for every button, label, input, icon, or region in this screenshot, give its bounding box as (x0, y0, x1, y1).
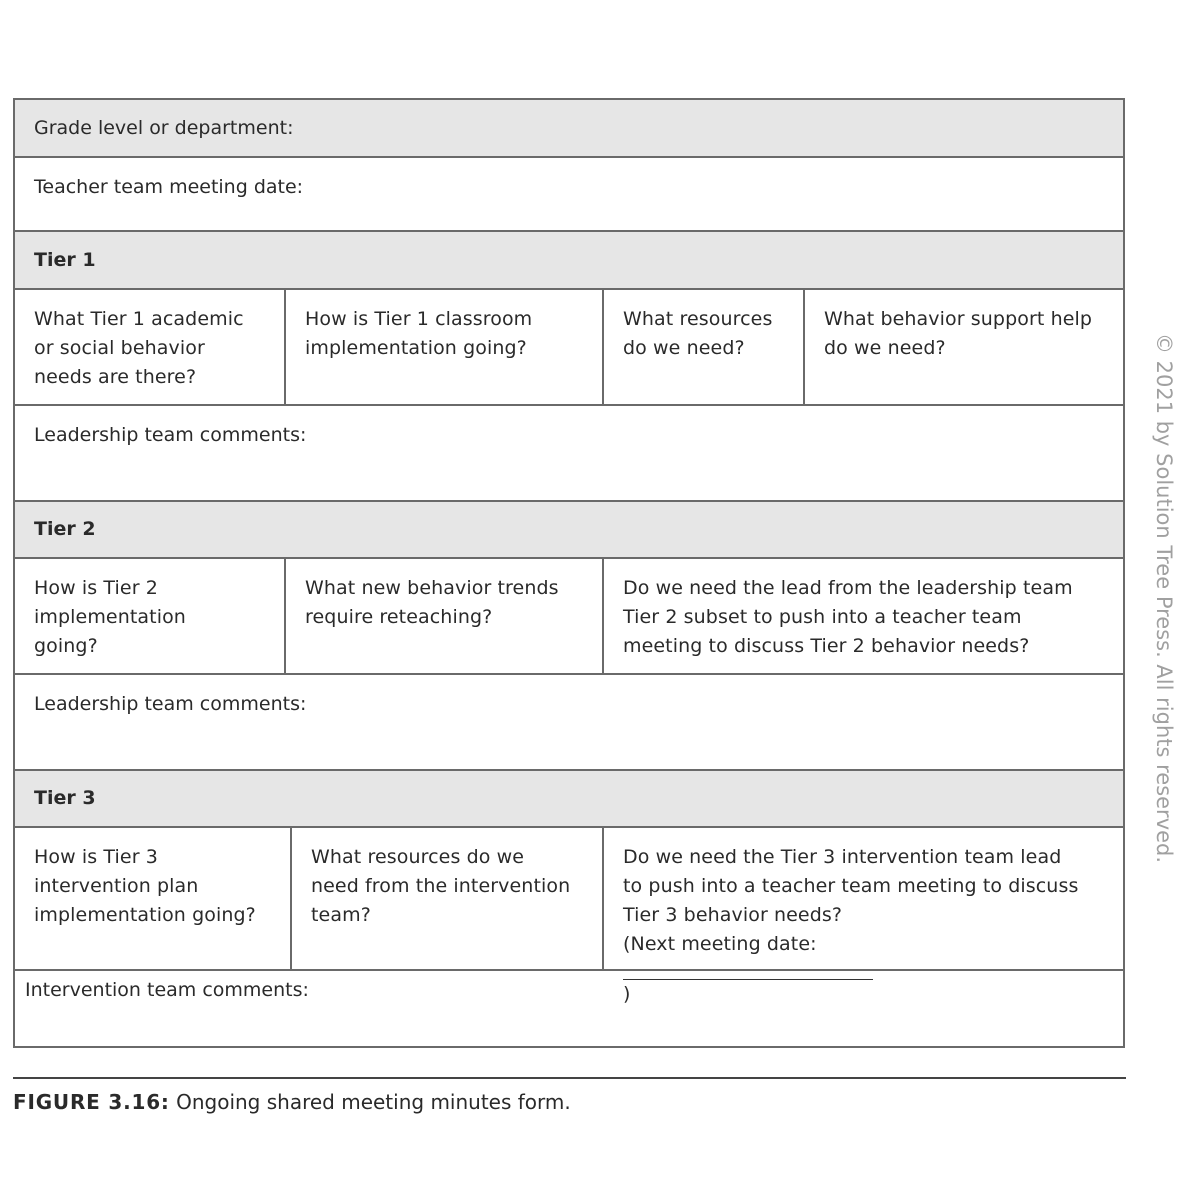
line: What behavior support help (824, 308, 1093, 330)
tier3-comments-label: Intervention team comments: (25, 979, 309, 1001)
meeting-minutes-form (13, 98, 1125, 1048)
tier1-question-needs (15, 290, 286, 404)
tier3-comments-row (15, 971, 1123, 1046)
copyright-notice: © 2021 by Solution Tree Press. All rights reserved. (1152, 332, 1176, 864)
tier1-comments-label: Leadership team comments: (34, 424, 307, 446)
tier1-heading-row (15, 232, 1123, 290)
tier2-question-leadership-lead (604, 559, 1123, 673)
line: Do we need the lead from the leadership team (623, 577, 1073, 599)
line: do we need? (623, 337, 745, 359)
tier3-question-intervention-plan (15, 828, 292, 969)
grade-level-row (15, 100, 1123, 158)
tier2-question-implementation (15, 559, 286, 673)
figure-caption (13, 1088, 571, 1116)
line: implementation going? (305, 337, 527, 359)
grade-level-label: Grade level or department: (34, 117, 294, 139)
line: meeting to discuss Tier 2 behavior needs? (623, 635, 1030, 657)
line: require reteaching? (305, 606, 493, 628)
line: Tier 2 subset to push into a teacher team (623, 606, 1022, 628)
line: implementation (34, 606, 186, 628)
tier1-question-implementation (286, 290, 604, 404)
tier1-questions-row (15, 290, 1123, 406)
tier2-question-trends (286, 559, 604, 673)
meeting-date-row (15, 158, 1123, 232)
line: Tier 3 behavior needs? (623, 904, 843, 926)
next-meeting-prefix: (Next meeting date: (623, 933, 817, 955)
line: do we need? (824, 337, 946, 359)
line: What resources (623, 308, 773, 330)
caption-rule (13, 1077, 1126, 1079)
tier2-questions-row (15, 559, 1123, 675)
line: intervention plan (34, 875, 199, 897)
line: What resources do we (311, 846, 525, 868)
figure-number: FIGURE 3.16: (13, 1090, 170, 1114)
tier2-comments-row (15, 675, 1123, 771)
line: How is Tier 1 classroom (305, 308, 533, 330)
tier1-question-resources (604, 290, 805, 404)
tier1-question-behavior-support (805, 290, 1123, 404)
line: or social behavior (34, 337, 205, 359)
line: needs are there? (34, 366, 197, 388)
tier3-heading: Tier 3 (34, 787, 96, 809)
figure-caption-text: Ongoing shared meeting minutes form. (169, 1090, 571, 1114)
tier1-heading: Tier 1 (34, 249, 96, 271)
tier1-comments-row (15, 406, 1123, 502)
line: Do we need the Tier 3 intervention team lead (623, 846, 1062, 868)
tier2-comments-label: Leadership team comments: (34, 693, 307, 715)
line: implementation going? (34, 904, 256, 926)
tier2-heading: Tier 2 (34, 518, 96, 540)
tier3-question-intervention-lead (604, 828, 1123, 1005)
tier2-heading-row (15, 502, 1123, 559)
line: What new behavior trends (305, 577, 559, 599)
line: team? (311, 904, 371, 926)
next-meeting-suffix: ) (623, 983, 631, 1005)
tier3-heading-row (15, 771, 1123, 828)
line: going? (34, 635, 98, 657)
meeting-date-label: Teacher team meeting date: (34, 176, 304, 198)
line: How is Tier 3 (34, 846, 158, 868)
tier3-question-resources (292, 828, 604, 969)
line: How is Tier 2 (34, 577, 158, 599)
line: What Tier 1 academic (34, 308, 244, 330)
line: need from the intervention (311, 875, 571, 897)
line: to push into a teacher team meeting to discuss (623, 875, 1079, 897)
